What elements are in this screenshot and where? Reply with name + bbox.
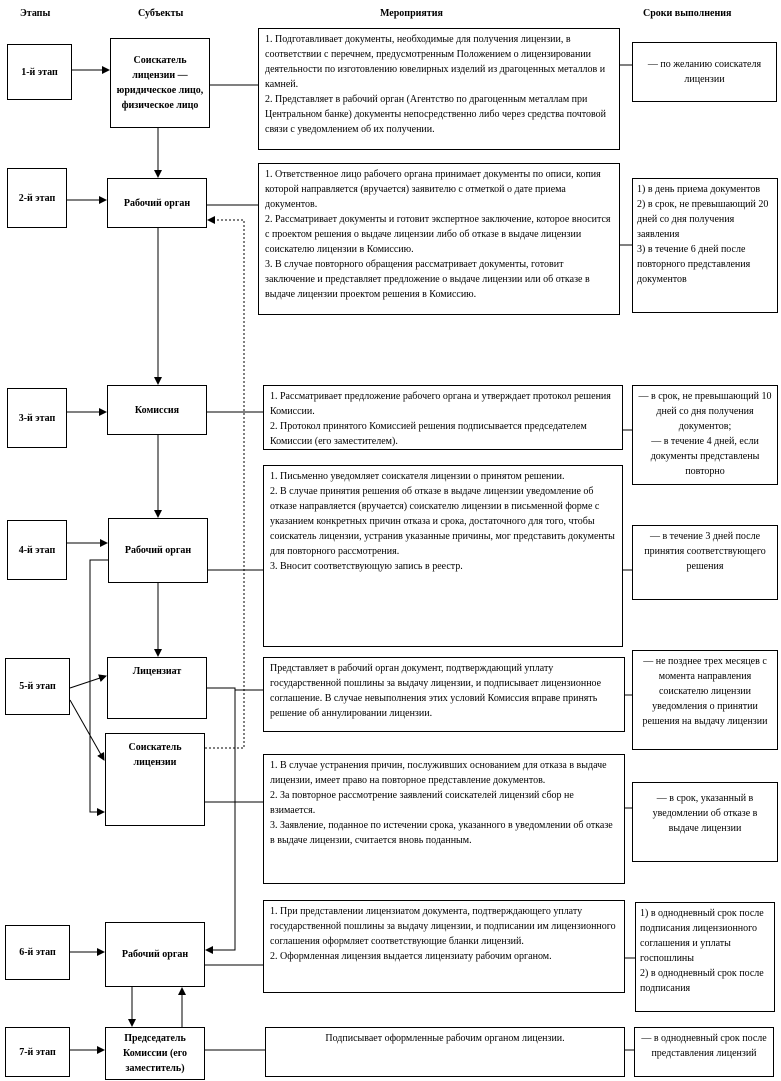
stage-5: 5-й этап [5,658,70,715]
stage-6: 6-й этап [5,925,70,980]
action-stage-3: 1. Рассматривает предложение рабочего органа и утверждает протокол решения Комиссии. 2. Протокол принятого Комиссией решения подписывается председателем Комиссии (его заместителем). [263,385,623,450]
deadline-applicant-resubmit: — в срок, указанный в уведомлении об отказе в выдаче лицензии [632,782,778,862]
subject-working-body: Рабочий орган [105,922,205,987]
action-licensee: Представляет в рабочий орган документ, подтверждающий уплату государственной пошлины за выдачу лицензии, и подписывает лицензионное соглашение. В случае невыполнения этих условий Комиссия вправе принять решение об аннулировании лицензии. [263,657,625,732]
action-stage-7: Подписывает оформленные рабочим органом лицензии. [265,1027,625,1077]
action-stage-4: 1. Письменно уведомляет соискателя лицензии о принятом решении. 2. В случае принятия решения об отказе в выдаче лицензии уведомление об отказе направляется (вручается) соискателю лицензии в письменной форме с указанием конкретных причин отказа и срока, достаточного для того, чтобы соискатель лицензии, устранив указанные причины, мог представить документы для повторного рассмотрения. 3. Вносит соответствующую запись в реестр. [263,465,623,647]
header-actions: Мероприятия [380,8,443,19]
action-stage-2: 1. Ответственное лицо рабочего органа принимает документы по описи, копия которой направляется (вручается) заявителю с отметкой о дате приема документов. 2. Рассматривает документы и готовит экспертное заключение, которое вносится с проектом решения о выдаче лицензии либо об отказе в выдаче лицензии соискателю лицензии в Комиссию. 3. В случае повторного обращения рассматривает документы, готовит заключение и представляет предложение о выдаче лицензии или об отказе в выдаче лицензии проектом решения в Комиссию. [258,163,620,315]
deadline-stage-4: — в течение 3 дней после принятия соответствующего решения [632,525,778,600]
subject-commission-chair: Председатель Комиссии (его заместитель) [105,1027,205,1080]
deadline-licensee: — не позднее трех месяцев с момента направления соискателю лицензии уведомления о принятии решения на выдачу лицензии [632,650,778,750]
subject-applicant: Соискатель лицензии [105,733,205,826]
deadline-stage-7: — в однодневный срок после представления лицензий [634,1027,774,1077]
deadline-stage-3: — в срок, не превышающий 10 дней со дня получения документов; — в течение 4 дней, если документы представлены повторно [632,385,778,485]
stage-3: 3-й этап [7,388,67,448]
header-deadlines: Сроки выполнения [643,8,732,19]
stage-2: 2-й этап [7,168,67,228]
action-stage-1: 1. Подготавливает документы, необходимые для получения лицензии, в соответствии с перечнем, предусмотренным Положением о лицензировании деятельности по изготовлению ювелирных изделий из драгоценных металлов и камней. 2. Представляет в рабочий орган (Агентство по драгоценным металлам при Центральном банке) документы непосредственно либо через средства почтовой связи с уведомлением об их получении. [258,28,620,150]
action-applicant-resubmit: 1. В случае устранения причин, послуживших основанием для отказа в выдаче лицензии, имеет право на повторное представление документов. 2. За повторное рассмотрение заявлений соискателей лицензий сбор не взимается. 3. Заявление, поданное по истечении срока, указанного в уведомлении об отказе в выдаче лицензии, считается вновь поданным. [263,754,625,884]
deadline-stage-1: — по желанию соискателя лицензии [632,42,777,102]
subject-commission: Комиссия [107,385,207,435]
stage-7: 7-й этап [5,1027,70,1077]
subject-applicant: Соискатель лицензии — юридическое лицо, физическое лицо [110,38,210,128]
deadline-stage-6: 1) в однодневный срок после подписания лицензионного соглашения и уплаты госпошлины 2) в однодневный срок после подписания [635,902,775,1012]
header-subjects: Субъекты [138,8,184,19]
stage-1: 1-й этап [7,44,72,100]
action-stage-6: 1. При представлении лицензиатом документа, подтверждающего уплату государственной пошлины за выдачу лицензии, и подписании им лицензионного соглашения оформляет соответствующие бланки лицензий. 2. Оформленная лицензия выдается лицензиату рабочим органом. [263,900,625,993]
stage-4: 4-й этап [7,520,67,580]
subject-working-body: Рабочий орган [107,178,207,228]
subject-working-body: Рабочий орган [108,518,208,583]
subject-licensee: Лицензиат [107,657,207,719]
header-stages: Этапы [20,8,51,19]
deadline-stage-2: 1) в день приема документов 2) в срок, не превышающий 20 дней со дня получения заявления 3) в течение 6 дней после повторного представления документов [632,178,778,313]
